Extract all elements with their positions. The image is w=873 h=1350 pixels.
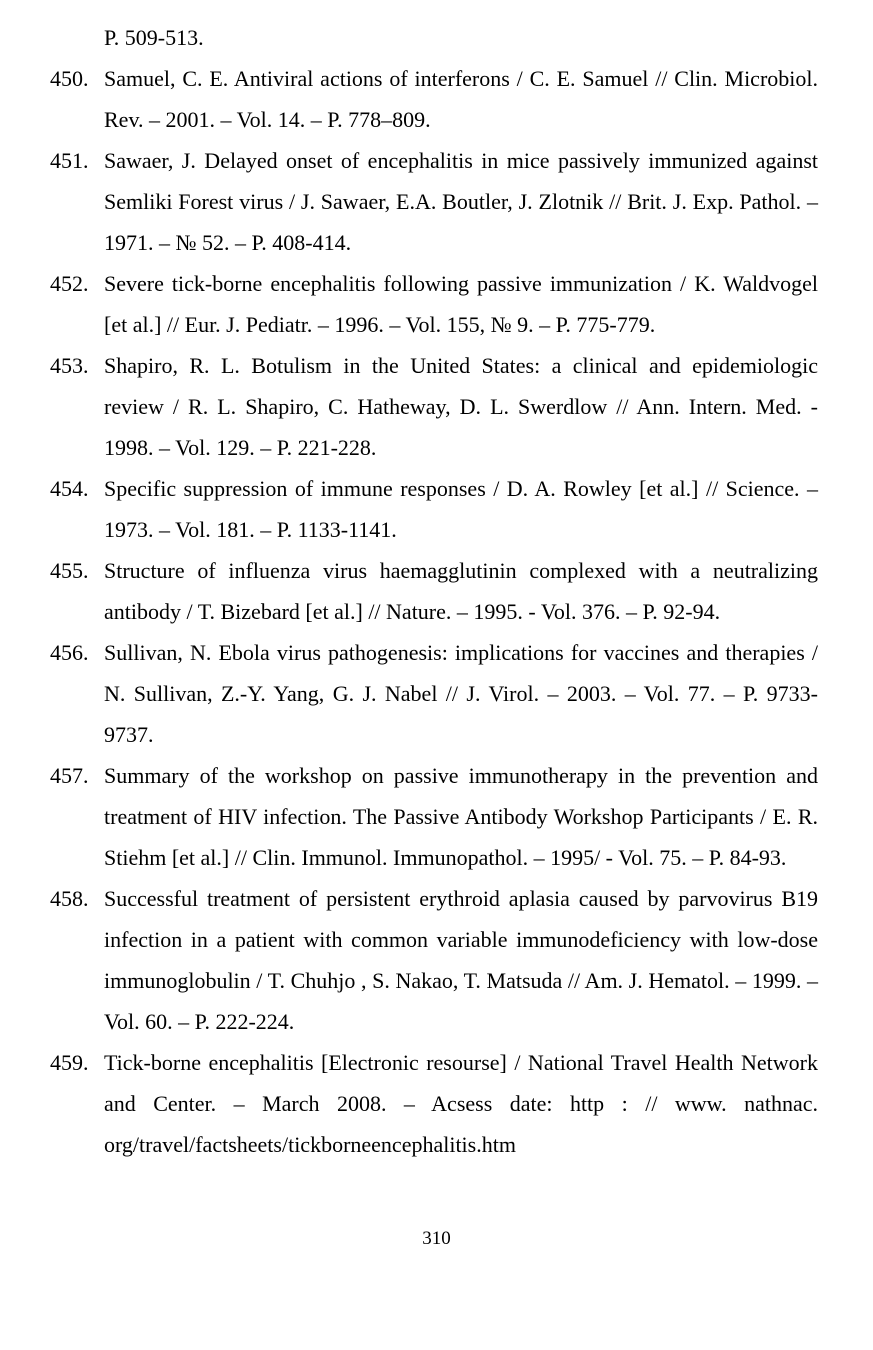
reference-item bbox=[50, 58, 818, 140]
reference-text: Summary of the workshop on passive immunotherapy in the prevention and treatment of HIV infection. The Passive Antibody Workshop Participants / E. R. Stiehm [et al.] // Clin. Immunol. Immunopathol. – 1995/ - Vol. 75. – P. 84-93. bbox=[104, 763, 818, 870]
reference-text: Samuel, C. E. Antiviral actions of interferons / C. E. Samuel // Clin. Microbiol. Rev. – 2001. – Vol. 14. – P. 778–809. bbox=[104, 66, 818, 132]
reference-item bbox=[50, 878, 818, 1042]
reference-item bbox=[50, 632, 818, 755]
reference-item bbox=[50, 345, 818, 468]
page-number: 310 bbox=[422, 1228, 451, 1249]
reference-number: 455. bbox=[50, 558, 89, 583]
reference-number: 458. bbox=[50, 886, 89, 911]
reference-number: 456. bbox=[50, 640, 89, 665]
reference-item bbox=[50, 550, 818, 632]
reference-number: 452. bbox=[50, 271, 89, 296]
reference-text: Shapiro, R. L. Botulism in the United States: a clinical and epidemiologic review / R. L. Shapiro, C. Hatheway, D. L. Swerdlow // Ann. Intern. Med. - 1998. – Vol. 129. – P. 221-228. bbox=[104, 353, 818, 460]
reference-number: 453. bbox=[50, 353, 89, 378]
reference-number: 454. bbox=[50, 476, 89, 501]
reference-text: Sawaer, J. Delayed onset of encephalitis in mice passively immunized against Semliki Forest virus / J. Sawaer, E.A. Boutler, J. Zlotnik // Brit. J. Exp. Pathol. – 1971. – № 52. – P. 408-414. bbox=[104, 148, 818, 255]
reference-number: 459. bbox=[50, 1050, 89, 1075]
reference-text: Sullivan, N. Ebola virus pathogenesis: implications for vaccines and therapies / N. Sullivan, Z.-Y. Yang, G. J. Nabel // J. Virol. – 2003. – Vol. 77. – P. 9733-9737. bbox=[104, 640, 818, 747]
reference-number: 451. bbox=[50, 148, 89, 173]
reference-number: 457. bbox=[50, 763, 89, 788]
reference-item bbox=[50, 140, 818, 263]
reference-number: 450. bbox=[50, 66, 89, 91]
reference-text: Tick-borne encephalitis [Electronic resourse] / National Travel Health Network and Center. – March 2008. – Acsess date: http : // www. nathnac. org/travel/factsheets/tickborneencephalitis.htm bbox=[104, 1050, 818, 1157]
reference-item bbox=[50, 755, 818, 878]
reference-item bbox=[50, 468, 818, 550]
reference-list bbox=[50, 58, 818, 1165]
reference-continuation: P. 509-513. bbox=[104, 25, 204, 50]
reference-text: Specific suppression of immune responses / D. A. Rowley [et al.] // Science. – 1973. – Vol. 181. – P. 1133-1141. bbox=[104, 476, 818, 542]
reference-text: Severe tick-borne encephalitis following passive immunization / K. Waldvogel [et al.] // Eur. J. Pediatr. – 1996. – Vol. 155, № 9. – P. 775-779. bbox=[104, 271, 818, 337]
reference-item bbox=[50, 263, 818, 345]
reference-text: Successful treatment of persistent erythroid aplasia caused by parvovirus B19 infection in a patient with common variable immunodeficiency with low-dose immunoglobulin / T. Chuhjo , S. Nakao, T. Matsuda // Am. J. Hematol. – 1999. – Vol. 60. – P. 222-224. bbox=[104, 886, 818, 1034]
reference-item bbox=[50, 1042, 818, 1165]
reference-text: Structure of influenza virus haemagglutinin complexed with a neutralizing antibody / T. Bizebard [et al.] // Nature. – 1995. - Vol. 376. – P. 92-94. bbox=[104, 558, 818, 624]
